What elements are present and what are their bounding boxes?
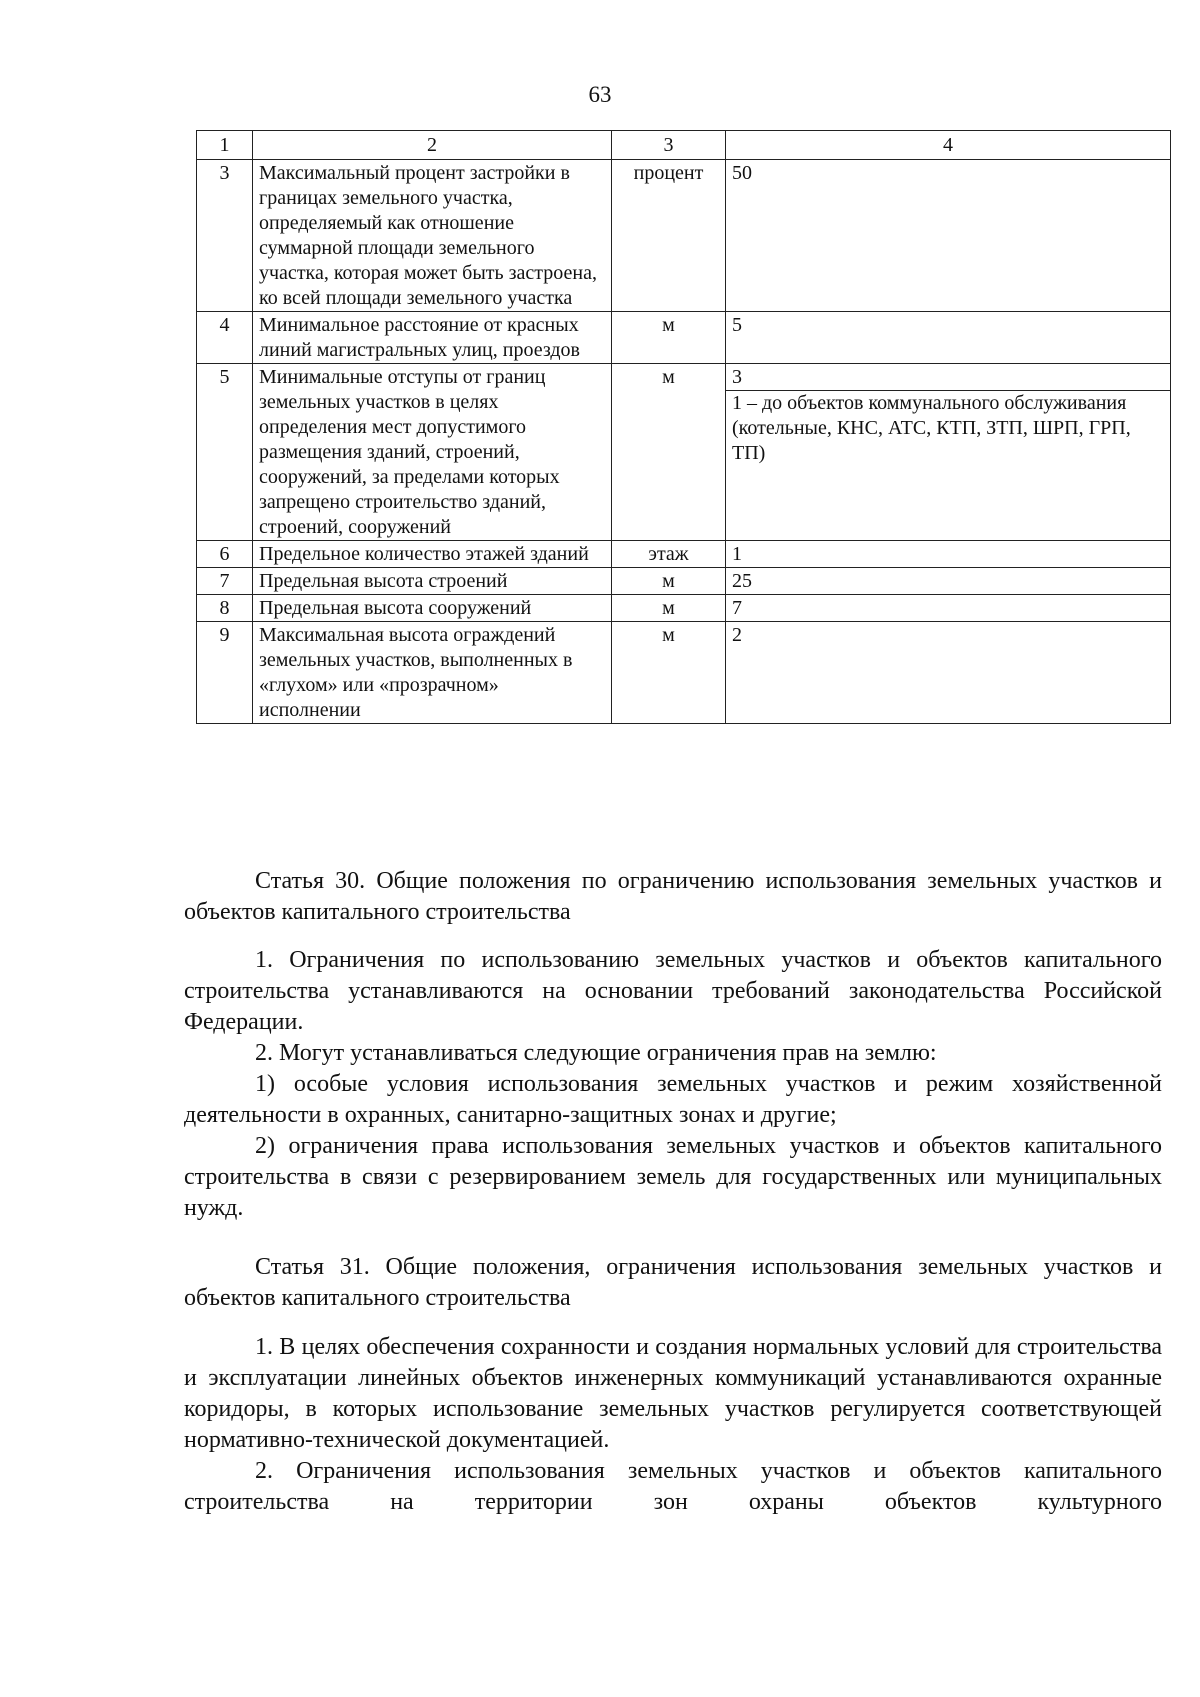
table-row — [197, 622, 1171, 724]
row-parameter: Предельное количество этажей зданий — [253, 541, 612, 568]
row-unit: этаж — [612, 541, 726, 568]
row-unit: м — [612, 595, 726, 622]
article-30 — [184, 866, 1162, 1224]
row-value: 7 — [726, 595, 1171, 622]
row-number: 8 — [197, 595, 253, 622]
row-unit: м — [612, 568, 726, 595]
row-number: 3 — [197, 160, 253, 312]
article-30-item-1: 1) особые условия использования земельных участков и режим хозяйственной деятельности в охранных, санитарно-защитных зонах и другие; — [184, 1071, 1162, 1128]
header-cell: 3 — [612, 131, 726, 160]
table-row — [197, 160, 1171, 312]
table-row — [197, 568, 1171, 595]
row-number: 9 — [197, 622, 253, 724]
page-number: 63 — [588, 82, 612, 107]
row-value-note: 1 – до объектов коммунального обслуживания (котельные, КНС, АТС, КТП, ЗТП, ШРП, ГРП, ТП) — [726, 390, 1170, 466]
row-unit: м — [612, 364, 726, 541]
row-number: 6 — [197, 541, 253, 568]
row-number: 5 — [197, 364, 253, 541]
table-row — [197, 595, 1171, 622]
table-row — [197, 364, 1171, 541]
header-cell: 4 — [726, 131, 1171, 160]
table-row — [197, 541, 1171, 568]
header-cell: 1 — [197, 131, 253, 160]
header-cell: 2 — [253, 131, 612, 160]
article-31-paragraph-2: 2. Ограничения использования земельных участков и объектов капитального строительства на территории зон охраны объектов культурного — [184, 1458, 1162, 1515]
row-value: 1 — [726, 541, 1171, 568]
row-parameter: Максимальная высота ограждений земельных участков, выполненных в «глухом» или «прозрачном» исполнении — [253, 622, 612, 724]
row-number: 4 — [197, 312, 253, 364]
row-parameter: Минимальное расстояние от красных линий магистральных улиц, проездов — [253, 312, 612, 364]
row-parameter: Минимальные отступы от границ земельных участков в целях определения мест допустимого размещения зданий, строений, сооружений, за пределами которых запрещено строительство зданий, строений, сооружений — [253, 364, 612, 541]
row-unit: процент — [612, 160, 726, 312]
row-value-group — [726, 364, 1171, 541]
article-30-item-2: 2) ограничения права использования земельных участков и объектов капитального строительства в связи с резервированием земель для государственных или муниципальных нужд. — [184, 1133, 1162, 1221]
article-30-heading: Статья 30. Общие положения по ограничению использования земельных участков и объектов капитального строительства — [184, 868, 1162, 925]
row-value: 5 — [726, 312, 1171, 364]
row-unit: м — [612, 622, 726, 724]
table-row — [197, 312, 1171, 364]
row-parameter: Предельная высота сооружений — [253, 595, 612, 622]
row-value: 50 — [726, 160, 1171, 312]
row-value: 25 — [726, 568, 1171, 595]
table-header-row — [197, 131, 1171, 160]
row-value: 3 — [732, 366, 742, 388]
parameters-table — [196, 130, 1171, 724]
article-31-heading: Статья 31. Общие положения, ограничения использования земельных участков и объектов капитального строительства — [184, 1254, 1162, 1311]
article-30-paragraph-2: 2. Могут устанавливаться следующие ограничения прав на землю: — [255, 1040, 937, 1066]
row-value: 2 — [726, 622, 1171, 724]
article-31-paragraph-1: 1. В целях обеспечения сохранности и создания нормальных условий для строительства и эксплуатации линейных объектов инженерных коммуникаций устанавливаются охранные коридоры, в которых использование земельных участков регулируется соответствующей нормативно-технической документацией. — [184, 1334, 1162, 1453]
row-parameter: Предельная высота строений — [253, 568, 612, 595]
article-30-paragraph-1: 1. Ограничения по использованию земельных участков и объектов капитального строительства устанавливаются на основании требований законодательства Российской Федерации. — [184, 947, 1162, 1035]
row-parameter: Максимальный процент застройки в границах земельного участка, определяемый как отношение суммарной площади земельного участка, которая может быть застроена, ко всей площади земельного участка — [253, 160, 612, 312]
row-unit: м — [612, 312, 726, 364]
article-31 — [184, 1252, 1162, 1518]
row-number: 7 — [197, 568, 253, 595]
